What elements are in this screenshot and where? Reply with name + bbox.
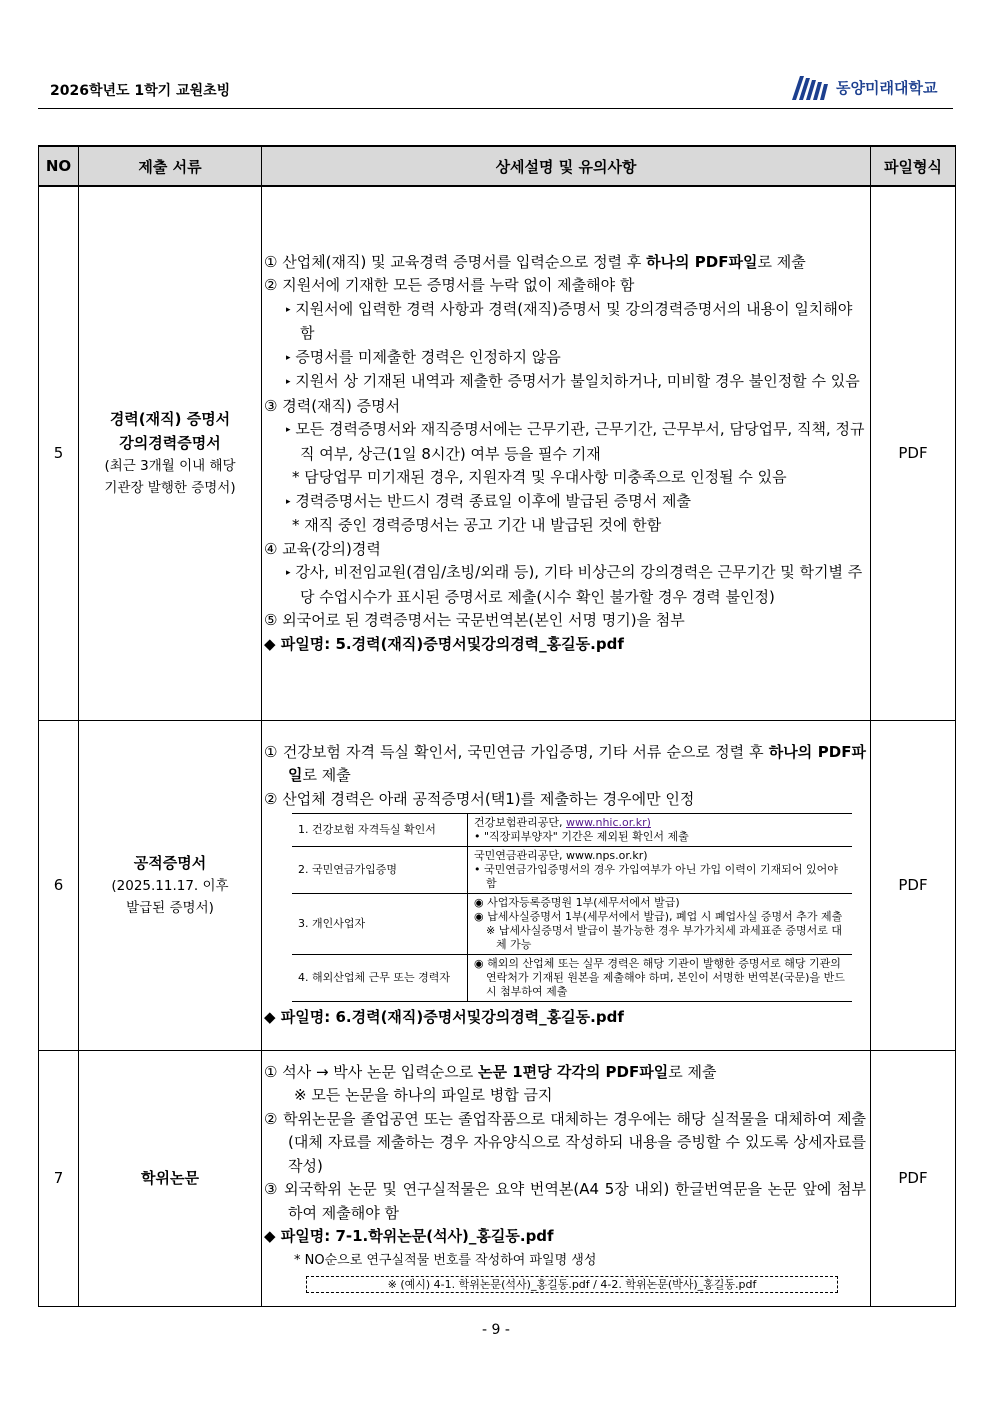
document-condition: (2025.11.17. 이후 — [111, 878, 229, 894]
table-row — [39, 186, 956, 720]
header-document: 제출 서류 — [79, 146, 262, 186]
certificate-label: 1. 건강보험 자격득실 확인서 — [292, 814, 468, 847]
document-name-cell — [79, 186, 262, 720]
detail-item: ① 석사 → 박사 논문 입력순으로 논문 1편당 각각의 PDF파일로 제출 — [264, 1062, 717, 1081]
certificate-row — [292, 814, 852, 847]
university-logo-text: 동양미래대학교 — [836, 78, 938, 97]
document-condition: 기관장 발행한 증명서) — [104, 480, 236, 497]
document-header-title: 2026학년도 1학기 교원초빙 — [50, 83, 231, 99]
details-cell — [262, 720, 871, 1050]
header-divider — [38, 108, 953, 109]
public-certificate-table — [292, 813, 852, 1002]
certificate-label: 2. 국민연금가입증명 — [292, 847, 468, 894]
header-file-format: 파일형식 — [871, 146, 956, 186]
detail-note: * 담당업무 미기재된 경우, 지원자격 및 우대사항 미충족으로 인정될 수 있음 — [292, 468, 787, 486]
file-format: PDF — [871, 1050, 956, 1306]
document-name: 강의경력증명서 — [119, 434, 221, 453]
detail-subitem: ▸ 지원서에 입력한 경력 사항과 경력(재직)증명서 및 강의경력증명서의 내용이 일치해야 함 — [286, 299, 853, 342]
table-row — [39, 720, 956, 1050]
certificate-row — [292, 955, 852, 1002]
certificate-row — [292, 894, 852, 955]
detail-subitem: ▸ 강사, 비전임교원(겸임/초빙/외래 등), 기타 비상근의 강의경력은 근무기간 및 학기별 주당 수업시수가 표시된 증명서로 제출(시수 확인 불가할 경우 경력 불인정) — [286, 563, 863, 606]
document-name-cell — [79, 1050, 262, 1306]
table-row — [39, 1050, 956, 1306]
document-name: 학위논문 — [141, 1169, 199, 1187]
document-name: 경력(재직) 증명서 — [109, 410, 231, 429]
nhic-link[interactable]: www.nhic.or.kr) — [566, 816, 651, 829]
file-format: PDF — [871, 186, 956, 720]
file-format: PDF — [871, 720, 956, 1050]
document-condition: (최근 3개월 이내 해당 — [104, 458, 236, 475]
row-number: 7 — [39, 1050, 79, 1306]
file-name-rule: ◆ 파일명: 5.경력(재직)증명서및강의경력_홍길동.pdf — [264, 634, 624, 653]
header-details: 상세설명 및 유의사항 — [262, 146, 871, 186]
document-name: 공적증명서 — [133, 854, 207, 872]
row-number: 6 — [39, 720, 79, 1050]
university-logo — [790, 74, 937, 100]
document-name-cell — [79, 720, 262, 1050]
detail-item: ② 지원서에 기재한 모든 증명서를 누락 없이 제출해야 함 — [264, 276, 635, 294]
detail-note: * 재직 중인 경력증명서는 공고 기간 내 발급된 것에 한함 — [292, 516, 662, 534]
detail-note: ※ 모든 논문을 하나의 파일로 병합 금지 — [294, 1086, 553, 1105]
file-name-rule: ◆ 파일명: 6.경력(재직)증명서및강의경력_홍길동.pdf — [264, 1008, 624, 1026]
detail-subitem: ▸ 지원서 상 기재된 내역과 제출한 증명서가 불일치하거나, 미비할 경우 불인정할 수 있음 — [286, 372, 860, 390]
detail-item: ⑤ 외국어로 된 경력증명서는 국문번역본(본인 서명 명기)을 첨부 — [264, 611, 685, 629]
page-number: - 9 - — [482, 1322, 510, 1338]
row-number: 5 — [39, 186, 79, 720]
details-cell — [262, 1050, 871, 1306]
detail-item: ① 건강보험 자격 득실 확인서, 국민연금 가입증명, 기타 서류 순으로 정렬 후 하나의 PDF파일로 제출 — [264, 742, 866, 784]
detail-item: ② 산업체 경력은 아래 공적증명서(택1)를 제출하는 경우에만 인정 — [264, 789, 695, 808]
certificate-description: 건강보험관리공단, www.nhic.or.kr) • "직장피부양자" 기간은 제외된 확인서 제출 — [468, 814, 853, 847]
documents-table — [38, 145, 956, 1307]
table-header-row — [39, 146, 956, 186]
detail-item: ② 학위논문을 졸업공연 또는 졸업작품으로 대체하는 경우에는 해당 실적물을 대체하여 제출(대체 자료를 제출하는 경우 자유양식으로 작성하되 내용을 증빙할 수 있도록 상세자료를 작성) — [264, 1109, 866, 1175]
file-name-example: ※ (예시) 4-1. 학위논문(석사)_홍길동.pdf / 4-2. 학위논문(박사)_홍길동.pdf — [306, 1276, 838, 1293]
details-cell — [262, 186, 871, 720]
file-name-rule: ◆ 파일명: 7-1.학위논문(석사)_홍길동.pdf — [264, 1227, 554, 1246]
detail-item: ④ 교육(강의)경력 — [264, 539, 381, 558]
file-name-note: * NO순으로 연구실적물 번호를 작성하여 파일명 생성 — [294, 1252, 597, 1268]
certificate-row — [292, 847, 852, 894]
certificate-label: 3. 개인사업자 — [292, 894, 468, 955]
detail-item: ③ 경력(재직) 증명서 — [264, 396, 401, 415]
university-logo-icon — [790, 74, 832, 100]
detail-subitem: ▸ 경력증명서는 반드시 경력 종료일 이후에 발급된 증명서 제출 — [286, 491, 691, 510]
certificate-description: 국민연금관리공단, www.nps.or.kr) • 국민연금가입증명서의 경우 가입여부가 아닌 가입 이력이 기재되어 있어야 함 — [468, 847, 853, 894]
certificate-description: ◉ 사업자등록증명원 1부(세무서에서 발급) ◉ 납세사실증명서 1부(세무서에서 발급), 폐업 시 폐업사실 증명서 추가 제출 ※ 납세사실증명서 발급이 불가능한 경우 부가가치세 과세표준 증명서로 대체 가능 — [468, 894, 853, 955]
header-no: NO — [39, 146, 79, 186]
certificate-label: 4. 해외산업체 근무 또는 경력자 — [292, 955, 468, 1002]
certificate-description: ◉ 해외의 산업체 또는 실무 경력은 해당 기관이 발행한 증명서로 해당 기관의 연락처가 기재된 원본을 제출해야 하며, 본인이 서명한 번역본(국문)을 반드시 첨부하여 제출 — [468, 955, 853, 1002]
detail-subitem: ▸ 모든 경력증명서와 재직증명서에는 근무기관, 근무기간, 근무부서, 담당업무, 직책, 정규직 여부, 상근(1일 8시간) 여부 등을 필수 기재 — [286, 420, 865, 463]
detail-subitem: ▸ 증명서를 미제출한 경력은 인정하지 않음 — [286, 347, 561, 366]
document-condition: 발급된 증명서) — [126, 900, 214, 916]
detail-item: ③ 외국학위 논문 및 연구실적물은 요약 번역본(A4 5장 내외) 한글번역문을 논문 앞에 첨부하여 제출해야 함 — [264, 1180, 866, 1222]
detail-item: ① 산업체(재직) 및 교육경력 증명서를 입력순으로 정렬 후 하나의 PDF파일로 제출 — [264, 252, 806, 271]
